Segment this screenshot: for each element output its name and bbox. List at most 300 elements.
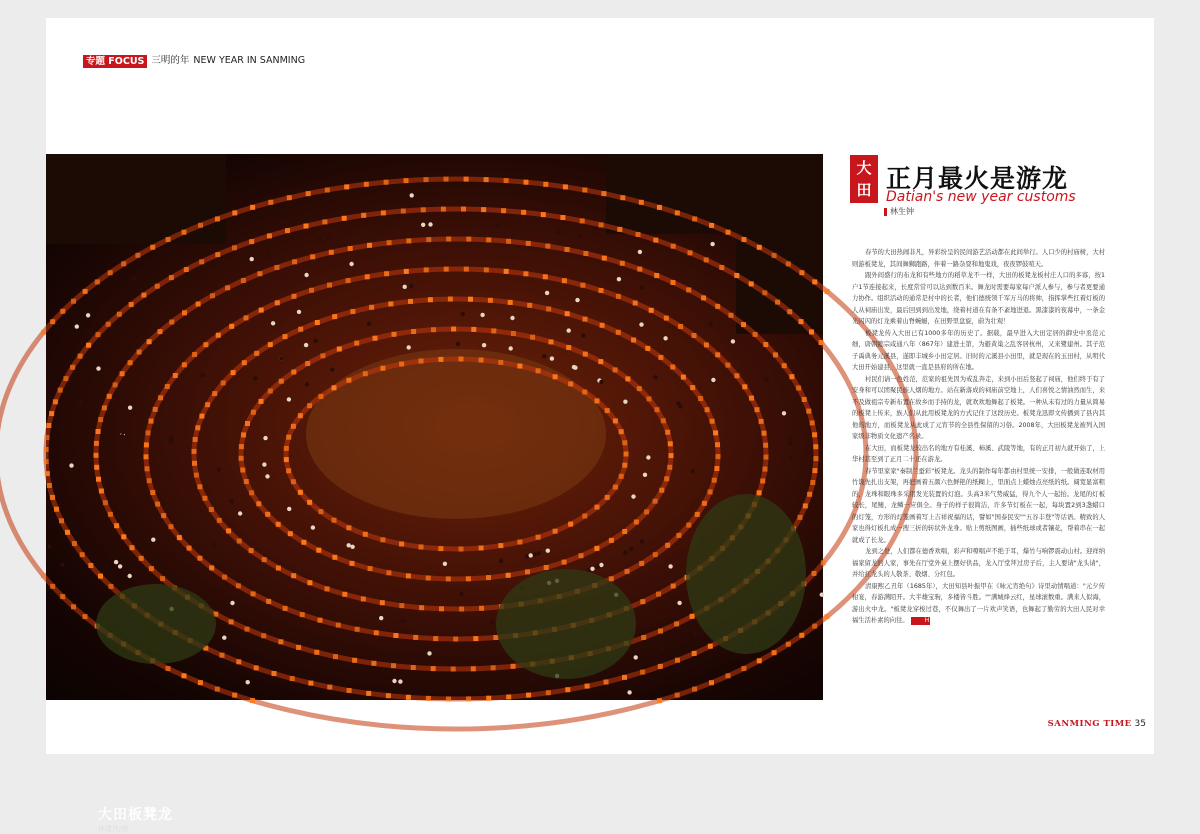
lantern-light: [96, 332, 101, 337]
lantern-light: [325, 586, 330, 591]
lantern-light: [653, 499, 658, 504]
lantern-light: [639, 561, 644, 566]
lantern-light: [508, 300, 513, 305]
lantern-light: [619, 474, 624, 479]
lantern-light: [99, 489, 104, 494]
lantern-light: [177, 535, 182, 540]
lantern-light: [702, 501, 707, 506]
crowd-figure: [229, 499, 233, 503]
lantern-light: [825, 289, 830, 294]
lantern-light: [307, 403, 312, 408]
crowd-figure: [60, 563, 64, 567]
lantern-light: [58, 388, 63, 393]
lantern-light: [386, 693, 391, 698]
crowd-figure: [297, 310, 301, 314]
lantern-light: [595, 398, 600, 403]
lantern-light: [216, 333, 221, 338]
lantern-light: [161, 513, 166, 518]
lantern-light: [763, 342, 768, 347]
lantern-light: [361, 597, 366, 602]
lantern-light: [114, 523, 119, 528]
lantern-light: [54, 507, 59, 512]
lantern-light: [355, 627, 360, 632]
lantern-light: [582, 188, 587, 193]
lantern-light: [256, 501, 261, 506]
lantern-light: [424, 177, 429, 182]
lantern-light: [446, 697, 451, 702]
crowd-figure: [314, 339, 318, 343]
crowd-figure: [599, 380, 603, 384]
lantern-light: [562, 560, 567, 565]
lantern-light: [274, 265, 279, 270]
lantern-light: [291, 479, 296, 484]
lantern-light: [239, 456, 244, 461]
lantern-light: [670, 365, 675, 370]
lantern-light: [692, 333, 697, 338]
lantern-light: [128, 360, 133, 365]
crowd-figure: [456, 342, 460, 346]
crowd-figure: [480, 313, 484, 317]
lantern-light: [710, 419, 715, 424]
lantern-light: [408, 299, 413, 304]
lantern-light: [406, 238, 411, 243]
lantern-light: [719, 265, 724, 270]
lantern-light: [656, 592, 661, 597]
lantern-light: [182, 673, 187, 678]
lantern-light: [741, 666, 746, 671]
lantern-light: [369, 305, 374, 310]
lantern-light: [411, 329, 416, 334]
crowd-figure: [638, 250, 642, 254]
lantern-light: [504, 269, 509, 274]
crowd-figure: [392, 679, 396, 683]
lantern-light: [250, 205, 255, 210]
article-paragraph: 在大田，而板凳龙较出名的地方有桂溪、柿溪、武陵等地，有的正月初九就开始了，上华村甚至到了正月二十还在游龙。: [852, 444, 1105, 463]
lantern-light: [232, 245, 237, 250]
lantern-rings-illustration: [46, 154, 823, 700]
lantern-light: [250, 698, 255, 703]
lantern-light: [245, 627, 250, 632]
lantern-light: [337, 347, 342, 352]
lantern-light: [94, 441, 99, 446]
lantern-light: [290, 676, 295, 681]
lantern-light: [655, 407, 660, 412]
lantern-light: [491, 328, 496, 333]
lantern-light: [446, 237, 451, 242]
crowd-figure: [132, 277, 136, 281]
crowd-figure: [499, 559, 503, 563]
lantern-light: [308, 681, 313, 686]
lantern-light: [380, 600, 385, 605]
lantern-light: [158, 395, 163, 400]
lantern-light: [153, 407, 158, 412]
lantern-light: [536, 368, 541, 373]
lantern-light: [562, 278, 567, 283]
lantern-light: [71, 604, 76, 609]
lantern-light: [254, 665, 259, 670]
lantern-light: [742, 384, 747, 389]
lantern-light: [715, 352, 720, 357]
lantern-light: [729, 313, 734, 318]
lantern-light: [267, 233, 272, 238]
lantern-light: [121, 534, 126, 539]
lantern-light: [421, 207, 426, 212]
lantern-light: [493, 635, 498, 640]
crowd-figure: [590, 205, 594, 209]
lantern-light: [704, 342, 709, 347]
lantern-light: [713, 430, 718, 435]
lantern-light: [613, 418, 618, 423]
lantern-light: [620, 261, 625, 266]
lantern-light: [284, 446, 289, 451]
lantern-light: [546, 307, 551, 312]
crowd-figure: [398, 679, 402, 683]
lantern-light: [241, 278, 246, 283]
lantern-light: [239, 444, 244, 449]
lantern-light: [336, 623, 341, 628]
lantern-light: [318, 394, 323, 399]
lantern-light: [708, 644, 713, 649]
lantern-light: [433, 636, 438, 641]
crowd-figure: [709, 322, 713, 326]
crowd-figure: [788, 437, 792, 441]
crowd-figure: [542, 354, 546, 358]
lantern-light: [799, 319, 804, 324]
crowd-figure: [271, 321, 275, 325]
lantern-light: [764, 455, 769, 460]
lantern-light: [582, 390, 587, 395]
lantern-light: [197, 556, 202, 561]
lantern-light: [225, 285, 230, 290]
crowd-figure: [201, 373, 205, 377]
lantern-light: [388, 301, 393, 306]
lantern-light: [749, 281, 754, 286]
section-title-cn: 三明的年: [151, 55, 190, 66]
lantern-light: [755, 407, 760, 412]
lantern-light: [365, 274, 370, 279]
lantern-light: [431, 666, 436, 671]
lantern-light: [332, 314, 337, 319]
lantern-light: [231, 370, 236, 375]
lantern-light: [169, 275, 174, 280]
lantern-light: [305, 361, 310, 366]
crowd-figure: [250, 257, 254, 261]
lantern-light: [644, 509, 649, 514]
lantern-light: [676, 533, 681, 538]
lantern-light: [796, 386, 801, 391]
crowd-figure: [127, 330, 131, 334]
lantern-light: [715, 442, 720, 447]
lantern-light: [300, 612, 305, 617]
lantern-light: [806, 409, 811, 414]
lantern-light: [215, 252, 220, 257]
lantern-light: [708, 489, 713, 494]
lantern-light: [366, 691, 371, 696]
lantern-light: [441, 207, 446, 212]
lantern-light: [95, 279, 100, 284]
lantern-light: [681, 375, 686, 380]
lantern-light: [384, 271, 389, 276]
lantern-light: [659, 488, 664, 493]
lantern-light: [149, 566, 154, 571]
crowd-figure: [496, 223, 500, 227]
page-number: 35: [1134, 719, 1146, 729]
crowd-figure: [557, 230, 561, 234]
article-paragraph: 龙到之处，人们都在德香欢唱，彩声和嘹唱声不绝于耳，爆竹与响锣震动山村。迎祥纳福家留龙的人家，事先在厅堂外桌上摆好供品，龙入厅堂拜过房子后，主人要请"龙头请"，并给扛龙头的人敬茶、敬烟、分红包。: [852, 548, 1105, 578]
lantern-light: [254, 351, 259, 356]
lantern-light: [184, 267, 189, 272]
lantern-light: [194, 473, 199, 478]
crowd-figure: [533, 552, 537, 556]
lantern-light: [298, 413, 303, 418]
lantern-light: [810, 480, 815, 485]
crowd-figure: [765, 377, 769, 381]
lantern-light: [523, 271, 528, 276]
lantern-light: [583, 352, 588, 357]
lantern-light: [155, 502, 160, 507]
crowd-figure: [572, 365, 576, 369]
crowd-figure: [660, 646, 664, 650]
lantern-light: [461, 207, 466, 212]
lantern-light: [50, 495, 55, 500]
lantern-light: [517, 540, 522, 545]
article-title-cn: 正月最火是游龙: [886, 164, 1069, 193]
crowd-figure: [788, 441, 792, 445]
lantern-light: [464, 267, 469, 272]
lantern-light: [484, 177, 489, 182]
lantern-light: [173, 373, 178, 378]
lantern-light: [521, 210, 526, 215]
crowd-figure: [169, 436, 173, 440]
crowd-figure: [190, 285, 194, 289]
lantern-light: [83, 614, 88, 619]
crowd-figure: [326, 235, 330, 239]
lantern-light: [749, 396, 754, 401]
lantern-light: [249, 548, 254, 553]
lantern-light: [692, 687, 697, 692]
lantern-light: [296, 645, 301, 650]
lantern-light: [155, 284, 160, 289]
lantern-light: [605, 495, 610, 500]
crowd-figure: [577, 234, 581, 238]
lantern-light: [565, 247, 570, 252]
lantern-light: [812, 468, 817, 473]
lantern-light: [49, 411, 54, 416]
lantern-light: [498, 360, 503, 365]
lantern-light: [675, 210, 680, 215]
lantern-light: [742, 237, 747, 242]
lantern-light: [187, 546, 192, 551]
lantern-light: [622, 675, 627, 680]
lantern-light: [619, 429, 624, 434]
lantern-light: [640, 599, 645, 604]
crowd-figure: [428, 222, 432, 226]
lantern-light: [511, 331, 516, 336]
crowd-figure: [631, 494, 635, 498]
lantern-light: [686, 523, 691, 528]
crowd-figure: [318, 237, 322, 241]
crowd-figure: [403, 285, 407, 289]
lantern-light: [712, 478, 717, 483]
lantern-light: [545, 244, 550, 249]
lantern-light: [819, 340, 824, 345]
crowd-figure: [75, 324, 79, 328]
lantern-light: [668, 441, 673, 446]
lantern-light: [734, 273, 739, 278]
lantern-light: [759, 419, 764, 424]
building-silhouette: [46, 154, 226, 244]
lantern-light: [106, 322, 111, 327]
lantern-light: [169, 320, 174, 325]
lantern-light: [466, 696, 471, 701]
lantern-light: [374, 630, 379, 635]
lantern-light: [373, 336, 378, 341]
lantern-light: [236, 583, 241, 588]
lantern-light: [193, 437, 198, 442]
lantern-light: [657, 205, 662, 210]
lantern-light: [536, 535, 541, 540]
lantern-light: [166, 237, 171, 242]
crowd-figure: [230, 601, 234, 605]
lantern-light: [60, 309, 65, 314]
lantern-light: [268, 342, 273, 347]
lantern-light: [245, 421, 250, 426]
lantern-light: [94, 453, 99, 458]
crowd-figure: [267, 251, 271, 255]
lantern-light: [579, 553, 584, 558]
crowd-figure: [710, 242, 714, 246]
lantern-light: [316, 548, 321, 553]
lantern-light: [602, 256, 607, 261]
lantern-light: [98, 417, 103, 422]
lantern-light: [199, 414, 204, 419]
lantern-light: [237, 539, 242, 544]
crowd-figure: [350, 545, 354, 549]
crowd-figure: [490, 621, 494, 625]
crowd-figure: [677, 601, 681, 605]
lantern-light: [361, 213, 366, 218]
lantern-light: [198, 223, 203, 228]
lantern-light: [202, 496, 207, 501]
lantern-light: [444, 267, 449, 272]
crowd-figure: [114, 560, 118, 564]
magazine-brand: SANMING TIME: [1047, 719, 1132, 729]
lantern-light: [511, 664, 516, 669]
lantern-light: [757, 245, 762, 250]
lantern-light: [658, 355, 663, 360]
lantern-light: [279, 379, 284, 384]
lantern-light: [824, 614, 829, 619]
lantern-light: [63, 376, 68, 381]
lantern-light: [667, 465, 672, 470]
crowd-figure: [96, 366, 100, 370]
section-tag: 专题 FOCUS: [83, 55, 147, 68]
lantern-light: [471, 666, 476, 671]
lantern-light: [203, 342, 208, 347]
lantern-light: [636, 232, 641, 237]
lantern-light: [763, 443, 768, 448]
lantern-light: [165, 384, 170, 389]
lantern-light: [637, 386, 642, 391]
crowd-figure: [820, 593, 824, 597]
lantern-light: [634, 520, 639, 525]
lantern-light: [654, 273, 659, 278]
lantern-light: [276, 522, 281, 527]
crowd-figure: [120, 434, 124, 438]
crowd-figure: [490, 193, 494, 197]
crowd-figure: [525, 554, 529, 558]
lantern-light: [380, 366, 385, 371]
lantern-light: [802, 397, 807, 402]
lantern-light: [444, 177, 449, 182]
lantern-light: [291, 370, 296, 375]
lantern-light: [580, 218, 585, 223]
lantern-light: [671, 280, 676, 285]
lantern-light: [726, 230, 731, 235]
lantern-light: [701, 295, 706, 300]
lantern-light: [639, 200, 644, 205]
lantern-light: [665, 543, 670, 548]
lantern-light: [120, 371, 125, 376]
lantern-light: [810, 420, 815, 425]
lantern-light: [261, 633, 266, 638]
magazine-page: [46, 18, 1154, 833]
lantern-light: [664, 316, 669, 321]
crowd-figure: [623, 550, 627, 554]
article-paragraph: 春节里家家"秦制兰蚕彩"板凳龙。龙头的制作每年都由村里统一安排，一般做连取材用竹篾先扎出支架，再把画着五颜六色鲜艳的纸糊上，里面点上蜡烛点亮纸的纸。阔宽显富粗的，龙珠和眼珠多采用发光装置的灯泡。头高3米气势威猛，得九个人一起抬。龙尾的灯板较长，尾鳍，龙鳞一应俱全。身子的样子很简洁，许多节灯板在一起，每块置2到3盏蜡口的灯笼，方形的灯笼画着写上吉祥祝福的话，譬如"国泰民安""五谷丰登"等话语。精致的人家也得灯板扎成一搜三折的转状外龙身。贴上剪纸图画，插些纸球或者镶花，帮着串在一起就成了长龙。: [852, 467, 1105, 544]
lantern-light: [803, 503, 808, 508]
lantern-light: [543, 274, 548, 279]
lantern-light: [622, 529, 627, 534]
lantern-light: [347, 688, 352, 693]
lantern-light: [384, 180, 389, 185]
lantern-light: [298, 327, 303, 332]
lantern-light: [301, 540, 306, 545]
lantern-light: [113, 382, 118, 387]
lantern-light: [364, 182, 369, 187]
crowd-figure: [169, 439, 173, 443]
lantern-light: [205, 402, 210, 407]
lantern-light: [688, 250, 693, 255]
lantern-light: [80, 552, 85, 557]
lantern-light: [209, 565, 214, 570]
lantern-light: [787, 309, 792, 314]
lantern-light: [288, 531, 293, 536]
lantern-light: [647, 396, 652, 401]
lantern-light: [411, 665, 416, 670]
lantern-light: [658, 664, 663, 669]
crowd-figure: [546, 549, 550, 553]
lantern-light: [344, 184, 349, 189]
article-paragraph: 春节的大田热闹非凡，异彩纷呈的民间游艺活动都在此间举行。人口少的村庙树，大村则游板凳龙，其间舞狮跑路，伴着一路杂耍和地鬼戏，夜夜锣鼓喧天。: [852, 249, 1105, 268]
lantern-light: [307, 580, 312, 585]
lantern-light: [50, 584, 55, 589]
crowd-figure: [253, 376, 257, 380]
lantern-light: [212, 391, 217, 396]
lantern-light: [146, 430, 151, 435]
lantern-light: [566, 345, 571, 350]
lantern-light: [129, 302, 134, 307]
lantern-light: [44, 459, 49, 464]
lantern-light: [617, 227, 622, 232]
crowd-figure: [623, 400, 627, 404]
lantern-light: [813, 456, 818, 461]
crowd-figure: [410, 193, 414, 197]
lantern-light: [813, 444, 818, 449]
lantern-light: [45, 471, 50, 476]
lantern-light: [192, 352, 197, 357]
lantern-light: [226, 528, 231, 533]
